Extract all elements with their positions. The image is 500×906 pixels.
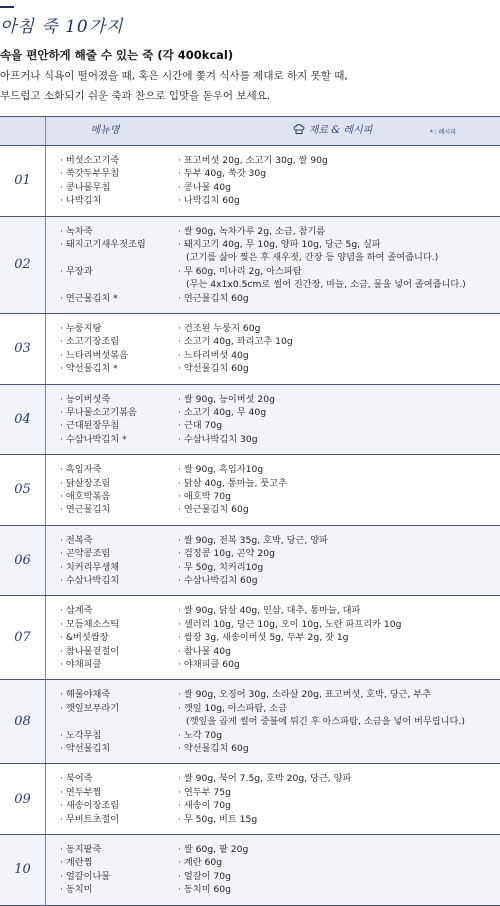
- menu-item: · 동치미: [60, 883, 170, 896]
- menu-item: · 녹차죽: [60, 225, 170, 238]
- ingredient-item: · 콩나물 40g: [178, 181, 500, 194]
- ingredient-item: · 소고기 40g, 무 40g: [178, 406, 500, 419]
- menu-item: · 능이버섯죽: [60, 393, 170, 406]
- menu-item: · 전복죽: [60, 534, 170, 547]
- menu-list: [60, 393, 170, 447]
- table-row: [0, 217, 500, 314]
- column-divider: [45, 217, 46, 313]
- ingredient-item: · 수삼나박김치 30g: [178, 433, 500, 446]
- ingredient-item: · 쌀 90g, 북어 7.5g, 호박 20g, 당근, 양파: [178, 772, 500, 785]
- ingredient-list: [178, 843, 500, 897]
- menu-list: [60, 225, 170, 305]
- ingredient-item: · 나박김치 60g: [178, 194, 500, 207]
- porridge-table: [0, 116, 500, 906]
- ingredient-list: [178, 225, 500, 305]
- menu-item: · 참나물겉절이: [60, 645, 170, 658]
- menu-list: [60, 688, 170, 755]
- column-divider: [45, 314, 46, 384]
- row-number: 10: [14, 862, 31, 878]
- ingredient-item: · 쌀 90g, 녹차가루 2g, 소금, 참기름: [178, 225, 500, 238]
- ingredient-list: [178, 772, 500, 826]
- table-row: [0, 455, 500, 526]
- menu-list: [60, 322, 170, 376]
- menu-item: · 누룽지탕: [60, 322, 170, 335]
- ingredient-item: · 쌀 60g, 팥 20g: [178, 843, 500, 856]
- ingredient-item: · 소고기 40g, 꽈리고추 10g: [178, 335, 500, 348]
- header-recipe-note: * : 레시피: [429, 129, 456, 136]
- page-title: 아침 죽 10가지: [0, 17, 124, 37]
- menu-item: · 해물야채죽: [60, 688, 170, 701]
- ingredient-list: [178, 604, 500, 671]
- menu-item: · 노각무침: [60, 729, 170, 742]
- row-number: 04: [14, 411, 31, 427]
- row-number: 02: [14, 257, 31, 273]
- ingredient-item: · 연두부 75g: [178, 786, 500, 799]
- ingredient-item: · 돼지고기 40g, 무 10g, 양파 10g, 당근 5g, 실파: [178, 238, 500, 251]
- column-divider: [45, 596, 46, 679]
- menu-item: · 흑임자죽: [60, 463, 170, 476]
- ingredient-item: · 느타리버섯 40g: [178, 349, 500, 362]
- ingredient-item: · 닭살 40g, 통마늘, 풋고추: [178, 477, 500, 490]
- header-menu-name: 메뉴명: [90, 125, 120, 136]
- table-body: [0, 146, 500, 906]
- ingredient-item: · 근대 70g: [178, 419, 500, 432]
- ingredient-item: · 쌀 90g, 닭살 40g, 인삼, 대추, 통마늘, 대파: [178, 604, 500, 617]
- menu-item: · 연근물김치 *: [60, 292, 170, 305]
- table-header: [0, 116, 500, 146]
- menu-item: · 근대된장무침: [60, 419, 170, 432]
- ingredient-item: · 쌀 90g, 오징어 30g, 소라살 20g, 표고버섯, 호박, 당근, 부추: [178, 688, 500, 701]
- menu-list: [60, 604, 170, 671]
- ingredient-item: · 연근물김치 60g: [178, 292, 500, 305]
- ingredient-item: · 새송이 70g: [178, 799, 500, 812]
- menu-item: · 북어죽: [60, 772, 170, 785]
- row-number: 08: [14, 714, 31, 730]
- ingredient-item: · 쌈장 3g, 새송이버섯 5g, 두부 2g, 잣 1g: [178, 631, 500, 644]
- row-number: 05: [14, 482, 31, 498]
- recipe-note: (깻잎을 곱게 썰어 중불에 튀긴 후 아스파탐, 소금을 넣어 버무립니다.): [186, 716, 465, 728]
- column-divider: [45, 385, 46, 455]
- menu-list: [60, 154, 170, 208]
- menu-item: · 새송이장조림: [60, 799, 170, 812]
- menu-item: · 수삼나박김치: [60, 574, 170, 587]
- column-divider: [45, 680, 46, 763]
- menu-item: · 수삼나박김치 *: [60, 433, 170, 446]
- recipe-note: (고기를 삶아 찢은 후 새우젓, 간장 등 양념을 하여 졸여줍니다.): [186, 252, 439, 264]
- menu-item: · 콩나물무침: [60, 181, 170, 194]
- menu-item: · 치커리무생채: [60, 561, 170, 574]
- ingredient-item: · 애호박 70g: [178, 490, 500, 503]
- menu-item: · 돼지고기새우젓조림: [60, 238, 170, 251]
- ingredient-item: · 쌀 90g, 흑임자10g: [178, 463, 500, 476]
- table-row: [0, 385, 500, 456]
- ingredient-item: · 계란 60g: [178, 856, 500, 869]
- recipe-note: (무는 4x1x0.5cm로 썰어 진간장, 마늘, 소금, 물을 넣어 졸여줍니다.): [186, 279, 466, 291]
- menu-item: · 무비트초절이: [60, 813, 170, 826]
- table-row: [0, 680, 500, 764]
- column-divider: [45, 835, 46, 905]
- ingredient-item: · 무 50g, 치커리10g: [178, 561, 500, 574]
- menu-item: · 연두부찜: [60, 786, 170, 799]
- ingredient-item: · 연근물김치 60g: [178, 503, 500, 516]
- ingredient-item: · 검정콩 10g, 곤약 20g: [178, 547, 500, 560]
- menu-item: · 약선물김치 *: [60, 362, 170, 375]
- menu-item: [60, 251, 170, 264]
- menu-list: [60, 534, 170, 588]
- menu-item: · 야채피클: [60, 658, 170, 671]
- table-row: [0, 835, 500, 906]
- ingredient-item: · 무 60g, 미나리 2g, 아스파탐: [178, 265, 500, 278]
- row-number: 06: [14, 553, 31, 569]
- menu-item: · 곤약콩조림: [60, 547, 170, 560]
- menu-item: · 버섯소고기죽: [60, 154, 170, 167]
- row-number: 07: [14, 630, 31, 646]
- menu-item: · 모듬채소스틱: [60, 618, 170, 631]
- menu-item: · 무나물소고기볶음: [60, 406, 170, 419]
- column-divider: [45, 455, 46, 525]
- table-row: [0, 314, 500, 385]
- ingredient-item: · 얼갈이 70g: [178, 870, 500, 883]
- ingredient-list: [178, 393, 500, 447]
- ingredient-item: · 쌀 90g, 능이버섯 20g: [178, 393, 500, 406]
- chef-hat-icon: [293, 119, 305, 147]
- menu-item: [60, 278, 170, 291]
- menu-item: · 애호박볶음: [60, 490, 170, 503]
- table-row: [0, 596, 500, 680]
- ingredient-item: · 표고버섯 20g, 소고기 30g, 쌀 90g: [178, 154, 500, 167]
- ingredient-item: · 두부 40g, 쑥갓 30g: [178, 167, 500, 180]
- menu-item: · 쑥갓두부무침: [60, 167, 170, 180]
- ingredient-item: · 야채피클 60g: [178, 658, 500, 671]
- page-subtitle: 속을 편안하게 해줄 수 있는 죽 (각 400kcal): [0, 48, 234, 62]
- ingredient-item: · 약선물김치 60g: [178, 742, 500, 755]
- ingredient-item: · 무 50g, 비트 15g: [178, 813, 500, 826]
- ingredient-item: · 건조된 누룽지 60g: [178, 322, 500, 335]
- title-accent-bar: [0, 6, 14, 8]
- ingredient-item: · 노각 70g: [178, 729, 500, 742]
- menu-item: · 느타리버섯볶음: [60, 349, 170, 362]
- menu-list: [60, 463, 170, 517]
- ingredient-list: [178, 688, 500, 755]
- column-divider: [45, 146, 46, 216]
- menu-item: [60, 715, 170, 728]
- menu-item: · 무장과: [60, 265, 170, 278]
- menu-item: · 계란찜: [60, 856, 170, 869]
- menu-list: [60, 772, 170, 826]
- menu-item: · 소고기장조림: [60, 335, 170, 348]
- table-row: [0, 146, 500, 217]
- ingredient-item: · 약선물김치 60g: [178, 362, 500, 375]
- ingredient-list: [178, 534, 500, 588]
- ingredient-item: · 참나물 40g: [178, 645, 500, 658]
- menu-item: · &버섯쌈장: [60, 631, 170, 644]
- menu-item: · 깻잎보푸라기: [60, 702, 170, 715]
- intro-line-2: 부드럽고 소화되기 쉬운 죽과 찬으로 입맛을 돋우어 보세요.: [0, 90, 271, 102]
- menu-item: · 연근물김치: [60, 503, 170, 516]
- menu-list: [60, 843, 170, 897]
- intro-line-1: 아프거나 식욕이 떨어졌을 때, 혹은 시간에 쫓겨 식사를 제대로 하지 못할 때,: [0, 70, 348, 82]
- menu-item: · 약선물김치: [60, 742, 170, 755]
- ingredient-item: · 깻잎 10g, 아스파탐, 소금: [178, 702, 500, 715]
- menu-item: · 닭살장조림: [60, 477, 170, 490]
- menu-item: · 나박김치: [60, 194, 170, 207]
- header-ingredients-label: 재료 & 레시피: [308, 125, 373, 136]
- column-divider: [45, 764, 46, 834]
- menu-item: · 삼계죽: [60, 604, 170, 617]
- menu-item: · 동지팥죽: [60, 843, 170, 856]
- table-row: [0, 764, 500, 835]
- ingredient-item: · 동치미 60g: [178, 883, 500, 896]
- menu-item: · 얼갈이나물: [60, 870, 170, 883]
- column-divider: [45, 526, 46, 596]
- ingredient-item: · 샐러리 10g, 당근 10g, 오이 10g, 노란 파프리카 10g: [178, 618, 500, 631]
- ingredient-list: [178, 154, 500, 208]
- ingredient-item: · 수삼나박김치 60g: [178, 574, 500, 587]
- row-number: 01: [14, 173, 31, 189]
- ingredient-list: [178, 322, 500, 376]
- ingredient-list: [178, 463, 500, 517]
- ingredient-item: · 쌀 90g, 전복 35g, 호박, 당근, 양파: [178, 534, 500, 547]
- row-number: 03: [14, 341, 31, 357]
- table-row: [0, 526, 500, 597]
- row-number: 09: [14, 791, 31, 807]
